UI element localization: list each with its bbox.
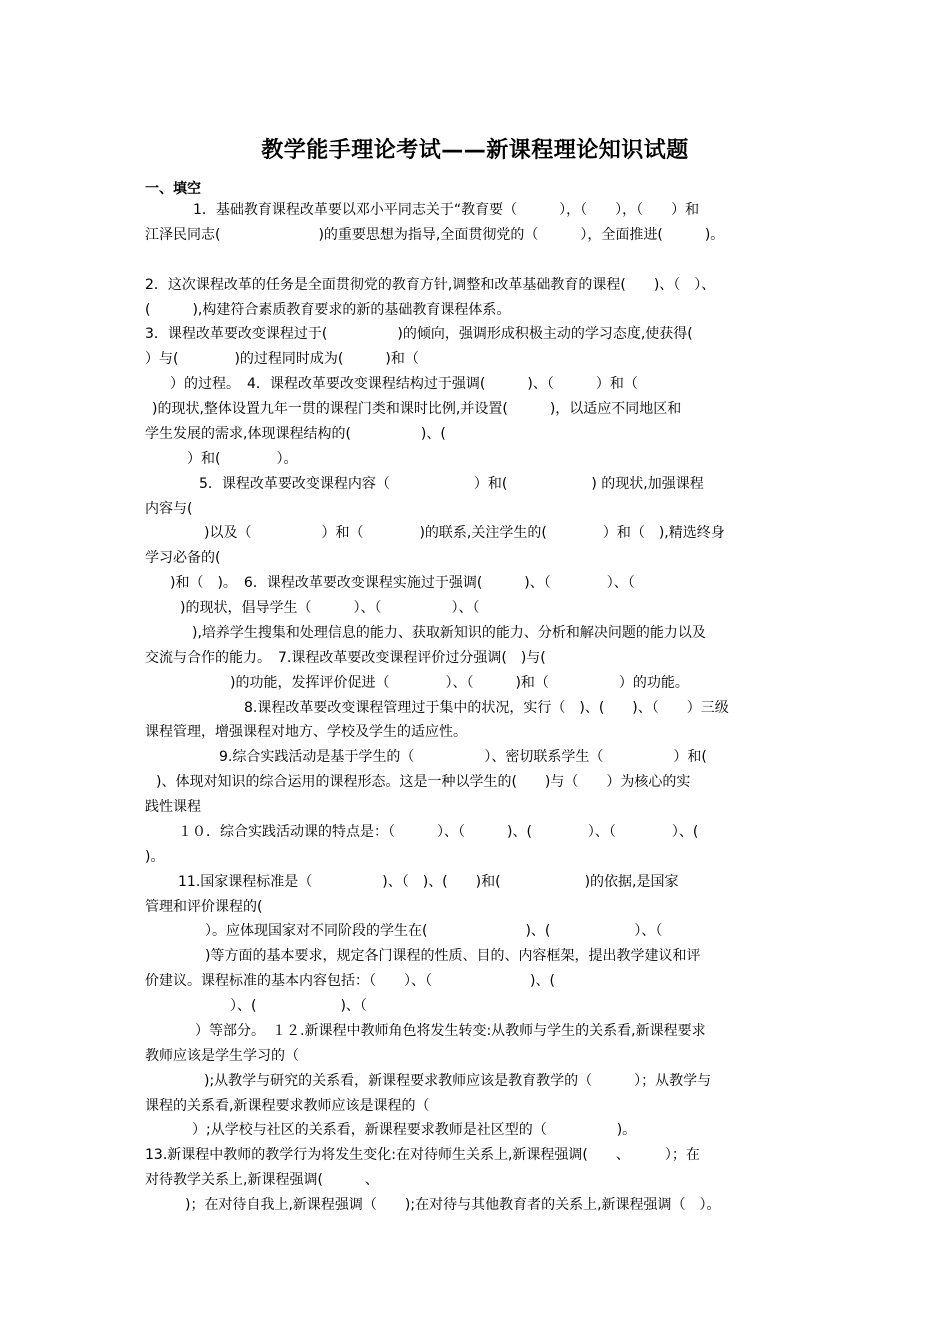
text-line: )和（ )。 6．课程改革要改变课程实施过于强调( )、（ ）、（ [170, 575, 635, 591]
text-line: )的现状，倡导学生（ ）、（ ）、（ [180, 600, 480, 616]
text-line: 江泽民同志( )的重要思想为指导,全面贯彻党的（ ），全面推进( )。 [145, 227, 725, 243]
text-line: ）、( )、（ [230, 998, 367, 1014]
document-title: 教学能手理论考试——新课程理论知识试题 [261, 138, 689, 163]
text-line: ( ),构建符合素质教育要求的新的基础教育课程体系。 [145, 302, 511, 318]
text-line: 交流与合作的能力。 7.课程改革要改变课程评价过分强调( )与( [145, 650, 546, 666]
text-line: )的现状,整体设置九年一贯的课程门类和课时比例,并设置( )，以适应不同地区和 [152, 401, 682, 417]
text-line: )；在对待自我上,新课程强调（ );在对待与其他教育者的关系上,新课程强调（ ）。 [185, 1197, 721, 1213]
section-heading: 一、填空 [145, 181, 201, 197]
text-line: 内容与( [145, 501, 193, 517]
text-line: 价建议。课程标准的基本内容包括：（ ）、（ )、( [145, 973, 555, 989]
text-line: 1．基础教育课程改革要以邓小平同志关于“教育要（ ），（ ），（ ）和 [193, 202, 700, 218]
text-line: 5．课程改革要改变课程内容（ ）和( ) 的现状,加强课程 [199, 476, 704, 492]
text-line: )、体现对知识的综合运用的课程形态。这是一种以学生的( )与（ ）为核心的实 [156, 774, 691, 790]
text-line: )的功能，发挥评价促进（ ）、（ )和（ ）的功能。 [230, 675, 689, 691]
text-line: ）等部分。 １２.新课程中教师角色将发生转变:从教师与学生的关系看,新课程要求 [195, 1023, 706, 1039]
text-line: )等方面的基本要求，规定各门课程的性质、目的、内容框架，提出教学建议和评 [205, 948, 701, 964]
text-line: ）的过程。 4．课程改革要改变课程结构过于强调( )、（ ）和（ [170, 376, 638, 392]
text-line: ）。应体现国家对不同阶段的学生在( )、( ）、（ [205, 923, 663, 939]
text-line: 2．这次课程改革的任务是全面贯彻党的教育方针,调整和改革基础教育的课程( )、（ ）、 [145, 277, 716, 293]
text-line: 课程管理，增强课程对地方、学校及学生的适应性。 [145, 724, 467, 740]
text-line: 3．课程改革要改变课程过于( )的倾向，强调形成积极主动的学习态度,使获得( [145, 326, 693, 342]
text-line: 9.综合实践活动是基于学生的（ ）、密切联系学生（ ）和( [219, 749, 707, 765]
text-line: 学习必备的( [145, 550, 221, 566]
text-line: 8.课程改革要改变课程管理过于集中的状况，实行（ )、( )、（ ）三级 [244, 700, 729, 716]
text-line: )以及（ ）和（ )的联系,关注学生的( ）和（ ),精选终身 [204, 525, 725, 541]
text-line: ),培养学生搜集和处理信息的能力、获取新知识的能力、分析和解决问题的能力以及 [192, 625, 706, 641]
text-line: )。 [145, 849, 165, 865]
text-line: ）;从学校与社区的关系看，新课程要求教师是社区型的（ )。 [192, 1122, 637, 1138]
text-line: );从教学与研究的关系看，新课程要求教师应该是教育教学的（ ）；从教学与 [204, 1073, 712, 1089]
text-line: ）和( ）。 [187, 451, 298, 467]
text-line: 教师应该是学生学习的（ [145, 1048, 299, 1064]
text-line: 课程的关系看,新课程要求教师应该是课程的（ [145, 1098, 430, 1114]
text-line: 管理和评价课程的( [145, 899, 263, 915]
text-line: 践性课程 [145, 799, 201, 815]
text-line: １０．综合实践活动课的特点是：（ ）、（ )、( ）、（ ）、( [178, 824, 699, 840]
text-line: 学生发展的需求,体现课程结构的( )、( [145, 426, 446, 442]
text-line: 13.新课程中教师的教学行为将发生变化:在对待师生关系上,新课程强调( 、 ）；在 [145, 1147, 700, 1163]
text-line: 对待教学关系上,新课程强调( 、 [145, 1172, 379, 1188]
text-line: ）与( )的过程同时成为( )和（ [145, 351, 419, 367]
text-line: 11.国家课程标准是（ )、（ )、( )和( )的依据,是国家 [178, 874, 679, 890]
